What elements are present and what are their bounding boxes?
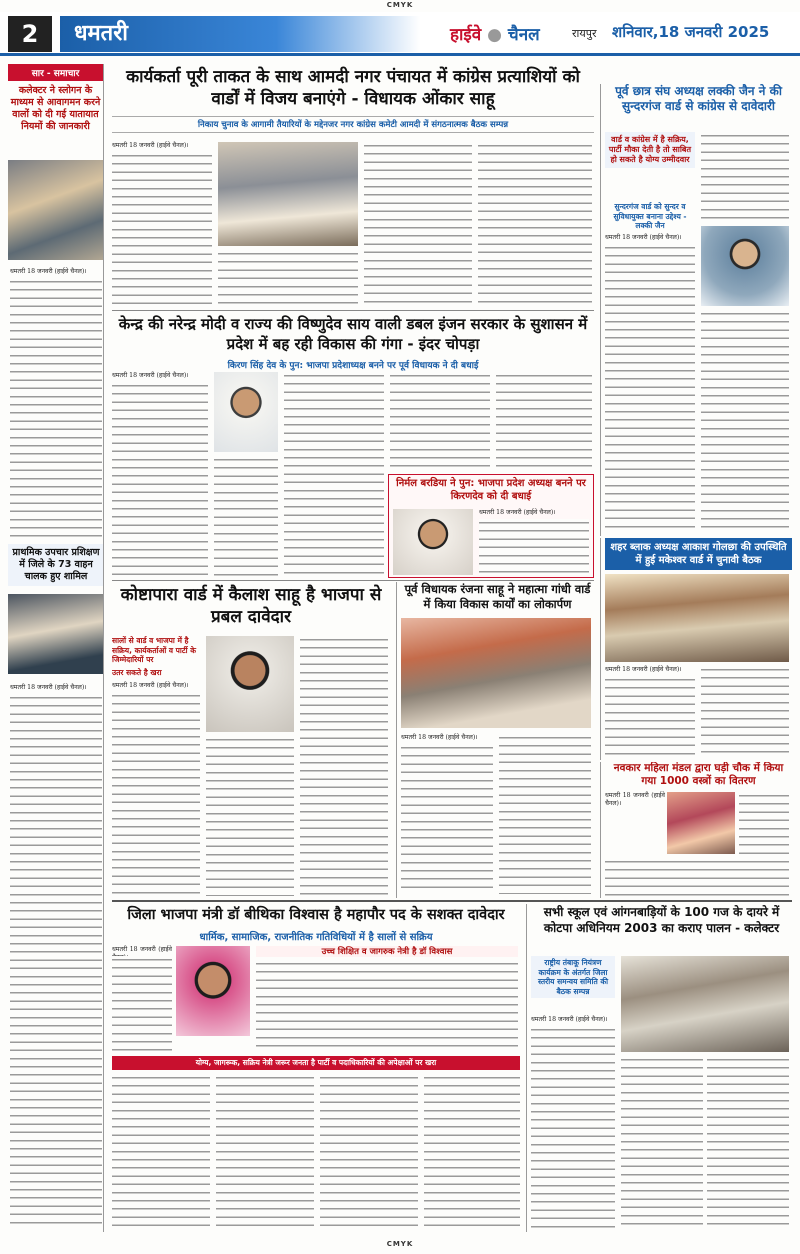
left-headline-1: कलेक्टर ने स्लोगन के माध्यम से आवागमन करने वालों को दी गई यातायात नियमों की जानकारी (10, 85, 101, 132)
congress-meeting-photo (218, 142, 358, 246)
brand-logo: हाईवे ● चैनल (450, 25, 540, 45)
briefs-tag: सार - समाचार (8, 64, 103, 81)
left-headline-2: प्राथमिक उपचार प्रशिक्षण में जिले के 73 वाहन चालक हुए शामिल (8, 544, 104, 586)
ranjana-headline: पूर्व विधायक रंजना साहू ने महात्मा गांधी वार्ड में किया विकास कार्यों का लोकार्पण (404, 582, 591, 611)
chopra-body-col-1 (112, 382, 208, 576)
page-number: 2 (8, 16, 52, 52)
kailash-dateline: धमतरी 18 जनवरी (हाईवे चैनल)। (112, 682, 189, 689)
bithika-body-col-2 (112, 1074, 210, 1230)
kotpa-headline: सभी स्कूल एवं आंगनबाड़ियों के 100 गज के दायरे में कोटपा अधिनियम 2003 का कराए पालन - कलेक्टर (543, 905, 780, 935)
lead-story (112, 64, 594, 308)
registration-mark-bottom: CMYK (386, 1240, 414, 1248)
mahila-headline: नवकार महिला मंडल द्वारा घड़ी चौक में किया गया 1000 वस्त्रों का वितरण (613, 762, 784, 787)
inder-chopra-portrait (214, 372, 278, 452)
chopra-body-col-2 (214, 456, 278, 576)
divider (112, 310, 594, 311)
divider (112, 900, 792, 902)
edition-city: रायपुर (572, 27, 597, 40)
nirmal-bardiya-portrait (393, 509, 473, 575)
chopra-headline: केन्द्र की नरेन्द्र मोदी व राज्य की विष्णुदेव साय वाली डबल इंजन सरकार के सुशासन में प्रदेश में बह रही विकास की गंगा - इंदर चोपड़ा (118, 315, 588, 353)
lucky-jain-body-3 (701, 310, 789, 534)
bithika-body-col-3 (216, 1074, 314, 1230)
mahila-dateline: धमतरी 18 जनवरी (हाईवे चैनल)। (605, 792, 665, 808)
nirmal-body (479, 519, 589, 575)
brand-left: हाईवे (450, 25, 482, 45)
bithika-subhead: धार्मिक, सामाजिक, राजनीतिक गतिविधियों में है सालों से सक्रिय (199, 932, 433, 943)
lucky-jain-body-2 (701, 132, 789, 222)
kailash-bullet-2: उतर सकते है खरा (112, 668, 162, 677)
lead-headline: कार्यकर्ता पूरी ताकत के साथ आमदी नगर पंचायत में कांग्रेस प्रत्याशियों को वार्डों में विजय बनाएंगे - विधायक ओंकार साहू (126, 67, 580, 109)
left-dateline-2: धमतरी 18 जनवरी (हाईवे चैनल)। (10, 684, 87, 691)
chopra-subhead: किरण सिंह देव के पुन: भाजपा प्रदेशाध्यक्ष बनने पर पूर्व विधायक ने दी बधाई (227, 361, 479, 371)
akash-headline: शहर ब्लाक अध्यक्ष आकाश गोलछा की उपस्थिति में हुई मकेश्वर वार्ड में चुनावी बैठक (605, 538, 792, 570)
lucky-jain-portrait (701, 226, 789, 306)
ranjana-sahu-story (396, 582, 594, 898)
mahila-body-2 (605, 858, 789, 896)
bithika-intro-text (256, 960, 518, 1052)
kailash-bullet-1: सालों से वार्ड व भाजपा में है सक्रिय, कार्यकर्ताओं व पार्टी के जिम्मेदारियों पर (112, 636, 196, 664)
registration-mark-top: CMYK (386, 1, 414, 9)
chopra-body-col-4 (390, 372, 490, 472)
lucky-jain-dateline: धमतरी 18 जनवरी (हाईवे चैनल)। (605, 234, 682, 241)
kailash-sahu-story (112, 582, 390, 898)
left-body-text-1 (10, 278, 102, 540)
chopra-body-col-3 (284, 372, 384, 576)
lead-body-col-1 (112, 152, 212, 304)
nirmal-dateline: धमतरी 18 जनवरी (हाईवे चैनल)। (479, 509, 556, 516)
ranjana-dateline: धमतरी 18 जनवरी (हाईवे चैनल)। (401, 734, 478, 741)
kotpa-dateline: धमतरी 18 जनवरी (हाईवे चैनल)। (531, 1016, 608, 1023)
left-news-column (8, 64, 104, 1232)
lucky-jain-body-1 (605, 244, 695, 534)
ranjana-body-2 (499, 734, 591, 894)
lucky-jain-pullquote: वार्ड व कांग्रेस में है सक्रिय, पार्टी मौका देती है तो साबित हो सकते है योग्य उम्मीदवार (605, 132, 695, 168)
lucky-jain-quote-2: सुन्दरगंज वार्ड को सुन्दर व सुविधायुक्त बनाना उद्देश्य - लक्की जैन (613, 202, 687, 230)
mahila-body-1 (739, 792, 789, 854)
ward-meeting-photo (605, 574, 789, 662)
kailash-body-col-3 (300, 636, 388, 896)
kotpa-body-col-2 (621, 1056, 703, 1230)
section-title: धमतरी (60, 16, 420, 52)
chopra-body-col-5 (496, 372, 592, 472)
cloth-distribution-photo (667, 792, 735, 854)
ranjana-body-1 (401, 744, 493, 894)
bithika-body-col-5 (424, 1074, 520, 1230)
divider (112, 580, 594, 581)
left-body-text-2 (10, 694, 102, 1224)
bithika-vishwas-story (112, 904, 520, 1232)
lead-subhead: निकाय चुनाव के आगामी तैयारियों के मद्देनजर नगर कांग्रेस कमेटी आमदी में संगठनात्मक बैठक सम्पन्न (112, 116, 594, 133)
masthead (0, 12, 800, 56)
left-dateline-1: धमतरी 18 जनवरी (हाईवे चैनल)। (10, 268, 87, 275)
akash-golchha-story (600, 538, 792, 760)
kotpa-body-col-3 (707, 1056, 789, 1230)
kailash-body-col-2 (206, 736, 294, 896)
bithika-headline: जिला भाजपा मंत्री डॉ बीथिका विश्वास है महापौर पद के सशक्त दावेदार (127, 907, 505, 923)
lead-body-col-2 (218, 250, 358, 304)
kailash-sahu-portrait (206, 636, 294, 732)
kotpa-body-col-1 (531, 1026, 615, 1230)
bithika-vishwas-portrait (176, 946, 250, 1036)
kailash-body-col-1 (112, 692, 200, 896)
navkar-mahila-story (600, 762, 792, 898)
lucky-jain-headline: पूर्व छात्र संघ अध्यक्ष लक्की जैन ने की सुन्दरगंज वार्ड से कांग्रेस से दावेदारी (615, 84, 782, 113)
traffic-awareness-photo (8, 160, 104, 260)
bithika-body-col-1 (112, 956, 172, 1052)
lead-body-col-4 (478, 142, 592, 304)
chopra-dateline: धमतरी 18 जनवरी (हाईवे चैनल)। (112, 372, 189, 379)
kailash-headline: कोष्टापारा वार्ड में कैलाश साहू है भाजपा से प्रबल दावेदार (120, 585, 382, 627)
lead-body-col-3 (364, 142, 472, 304)
bithika-pullquote: उच्च शिक्षित व जागरुक नेत्री है डॉ विश्वास (256, 946, 518, 957)
nirmal-bardiya-box (388, 474, 594, 578)
first-aid-training-photo (8, 594, 104, 674)
akash-body-2 (701, 666, 789, 758)
bithika-band: योग्य, जागरूक, सक्रिय नेत्री जरूर जनता है पार्टी व पदाधिकारियों की अपेक्षाओं पर खरा (112, 1056, 520, 1070)
collector-meeting-photo (621, 956, 789, 1052)
brand-right: चैनल (507, 25, 540, 45)
akash-dateline: धमतरी 18 जनवरी (हाईवे चैनल)। (605, 666, 682, 673)
bithika-dateline: धमतरी 18 जनवरी (हाईवे (112, 946, 172, 953)
lucky-jain-story (600, 84, 792, 536)
nirmal-headline: निर्मल बरडिया ने पुन: भाजपा प्रदेश अध्यक्ष बनने पर किरणदेव को दी बधाई (396, 478, 586, 502)
kotpa-box: राष्ट्रीय तंबाकू नियंत्रण कार्यक्रम के अंतर्गत जिला स्तरीय समन्वय समिति की बैठक सम्पन्न (531, 956, 615, 998)
kotpa-story (526, 904, 792, 1232)
inauguration-photo (401, 618, 591, 728)
akash-body-1 (605, 676, 695, 758)
issue-date: शनिवार,18 जनवरी 2025 (612, 23, 770, 41)
bithika-body-col-4 (320, 1074, 418, 1230)
lead-dateline: धमतरी 18 जनवरी (हाईवे चैनल)। (112, 142, 189, 149)
